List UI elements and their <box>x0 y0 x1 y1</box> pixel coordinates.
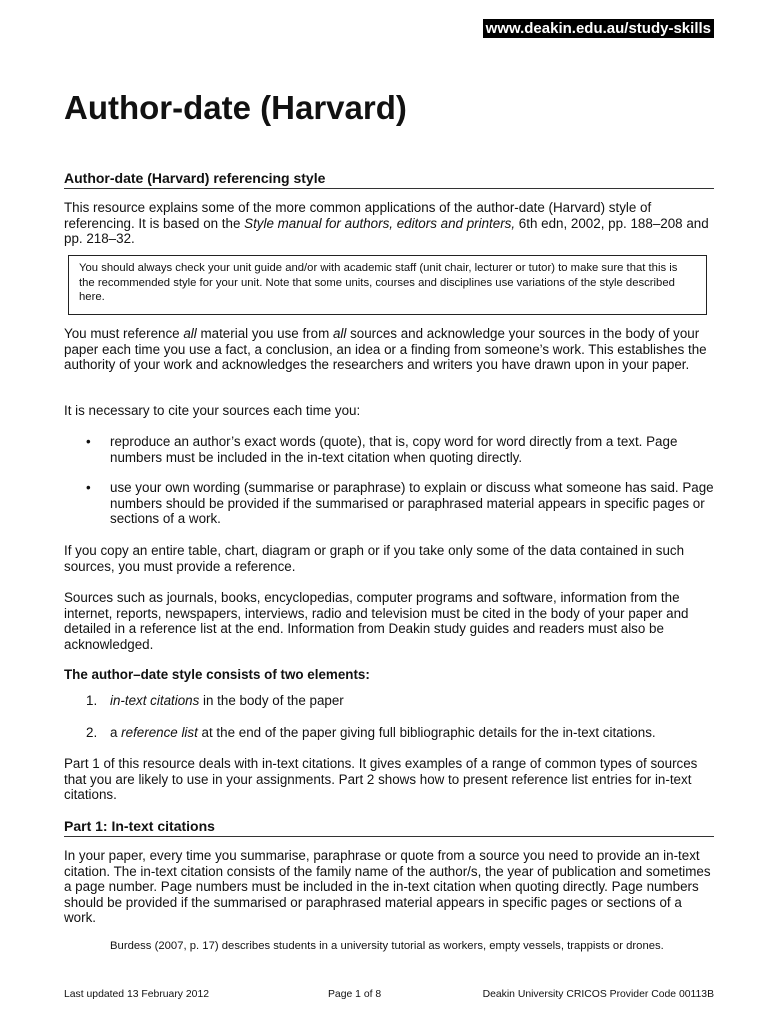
bullet-icon: • <box>86 480 91 495</box>
elements-heading: The author–date style consists of two elements: <box>64 667 370 682</box>
sources-paragraph: Sources such as journals, books, encyclopedias, computer programs and software, information from the internet, reports, newspapers, interviews, radio and television must be cited in the body of your paper and detailed in a reference list at the end. Information from Deakin study guides and readers must also be acknowledged. <box>64 590 689 652</box>
part-overview-paragraph: Part 1 of this resource deals with in-text citations. It gives examples of a range of common types of sources that you are likely to use in your assignments. Part 2 shows how to present reference list entries for in-text citations. <box>64 756 698 802</box>
reference-all-paragraph: You must reference all material you use from all sources and acknowledge your sources in the body of your paper each time you use a fact, a conclusion, an idea or a finding from someone’s work. This establishes the authority of your work and acknowledges the researchers and writers you have drawn upon in your paper. <box>64 326 707 372</box>
cite-intro-paragraph: It is necessary to cite your sources each time you: <box>64 403 361 418</box>
intro-paragraph: This resource explains some of the more common applications of the author-date (Harvard) style of referencing. It is based on the Style manual for authors, editors and printers, 6th edn, 2002, pp. 188–208 and pp. 218–32. <box>64 200 709 246</box>
example-citation: Burdess (2007, p. 17) describes students in a university tutorial as workers, empty vessels, trappists or drones. <box>110 940 664 952</box>
bullet-icon: • <box>86 434 91 449</box>
section-heading-intext: Part 1: In-text citations <box>64 818 714 837</box>
footer-page-number: Page 1 of 8 <box>328 989 382 1000</box>
section-heading-style: Author-date (Harvard) referencing style <box>64 170 714 189</box>
footer-provider: Deakin University CRICOS Provider Code 00113B <box>482 989 714 1000</box>
table-chart-paragraph: If you copy an entire table, chart, diagram or graph or if you take only some of the data contained in such sources, you must provide a reference. <box>64 543 685 574</box>
footer-updated: Last updated 13 February 2012 <box>64 989 209 1000</box>
note-box: You should always check your unit guide and/or with academic staff (unit chair, lecturer or tutor) to make sure that this is the recommended style for your unit. Note that some units, courses and disciplines use variations of the style described here. <box>68 255 707 315</box>
page-title: Author-date (Harvard) <box>64 89 407 126</box>
intext-paragraph: In your paper, every time you summarise, paraphrase or quote from a source you need to provide an in-text citation. The in-text citation consists of the family name of the author/s, the year of publication and sometimes a page number. Page numbers must be included in the in-text citation when quoting directly. Page numbers should be provided if the summarised or paraphrased material appears in specific pages or sections of a work. <box>64 848 711 925</box>
site-url[interactable]: www.deakin.edu.au/study-skills <box>483 19 714 38</box>
